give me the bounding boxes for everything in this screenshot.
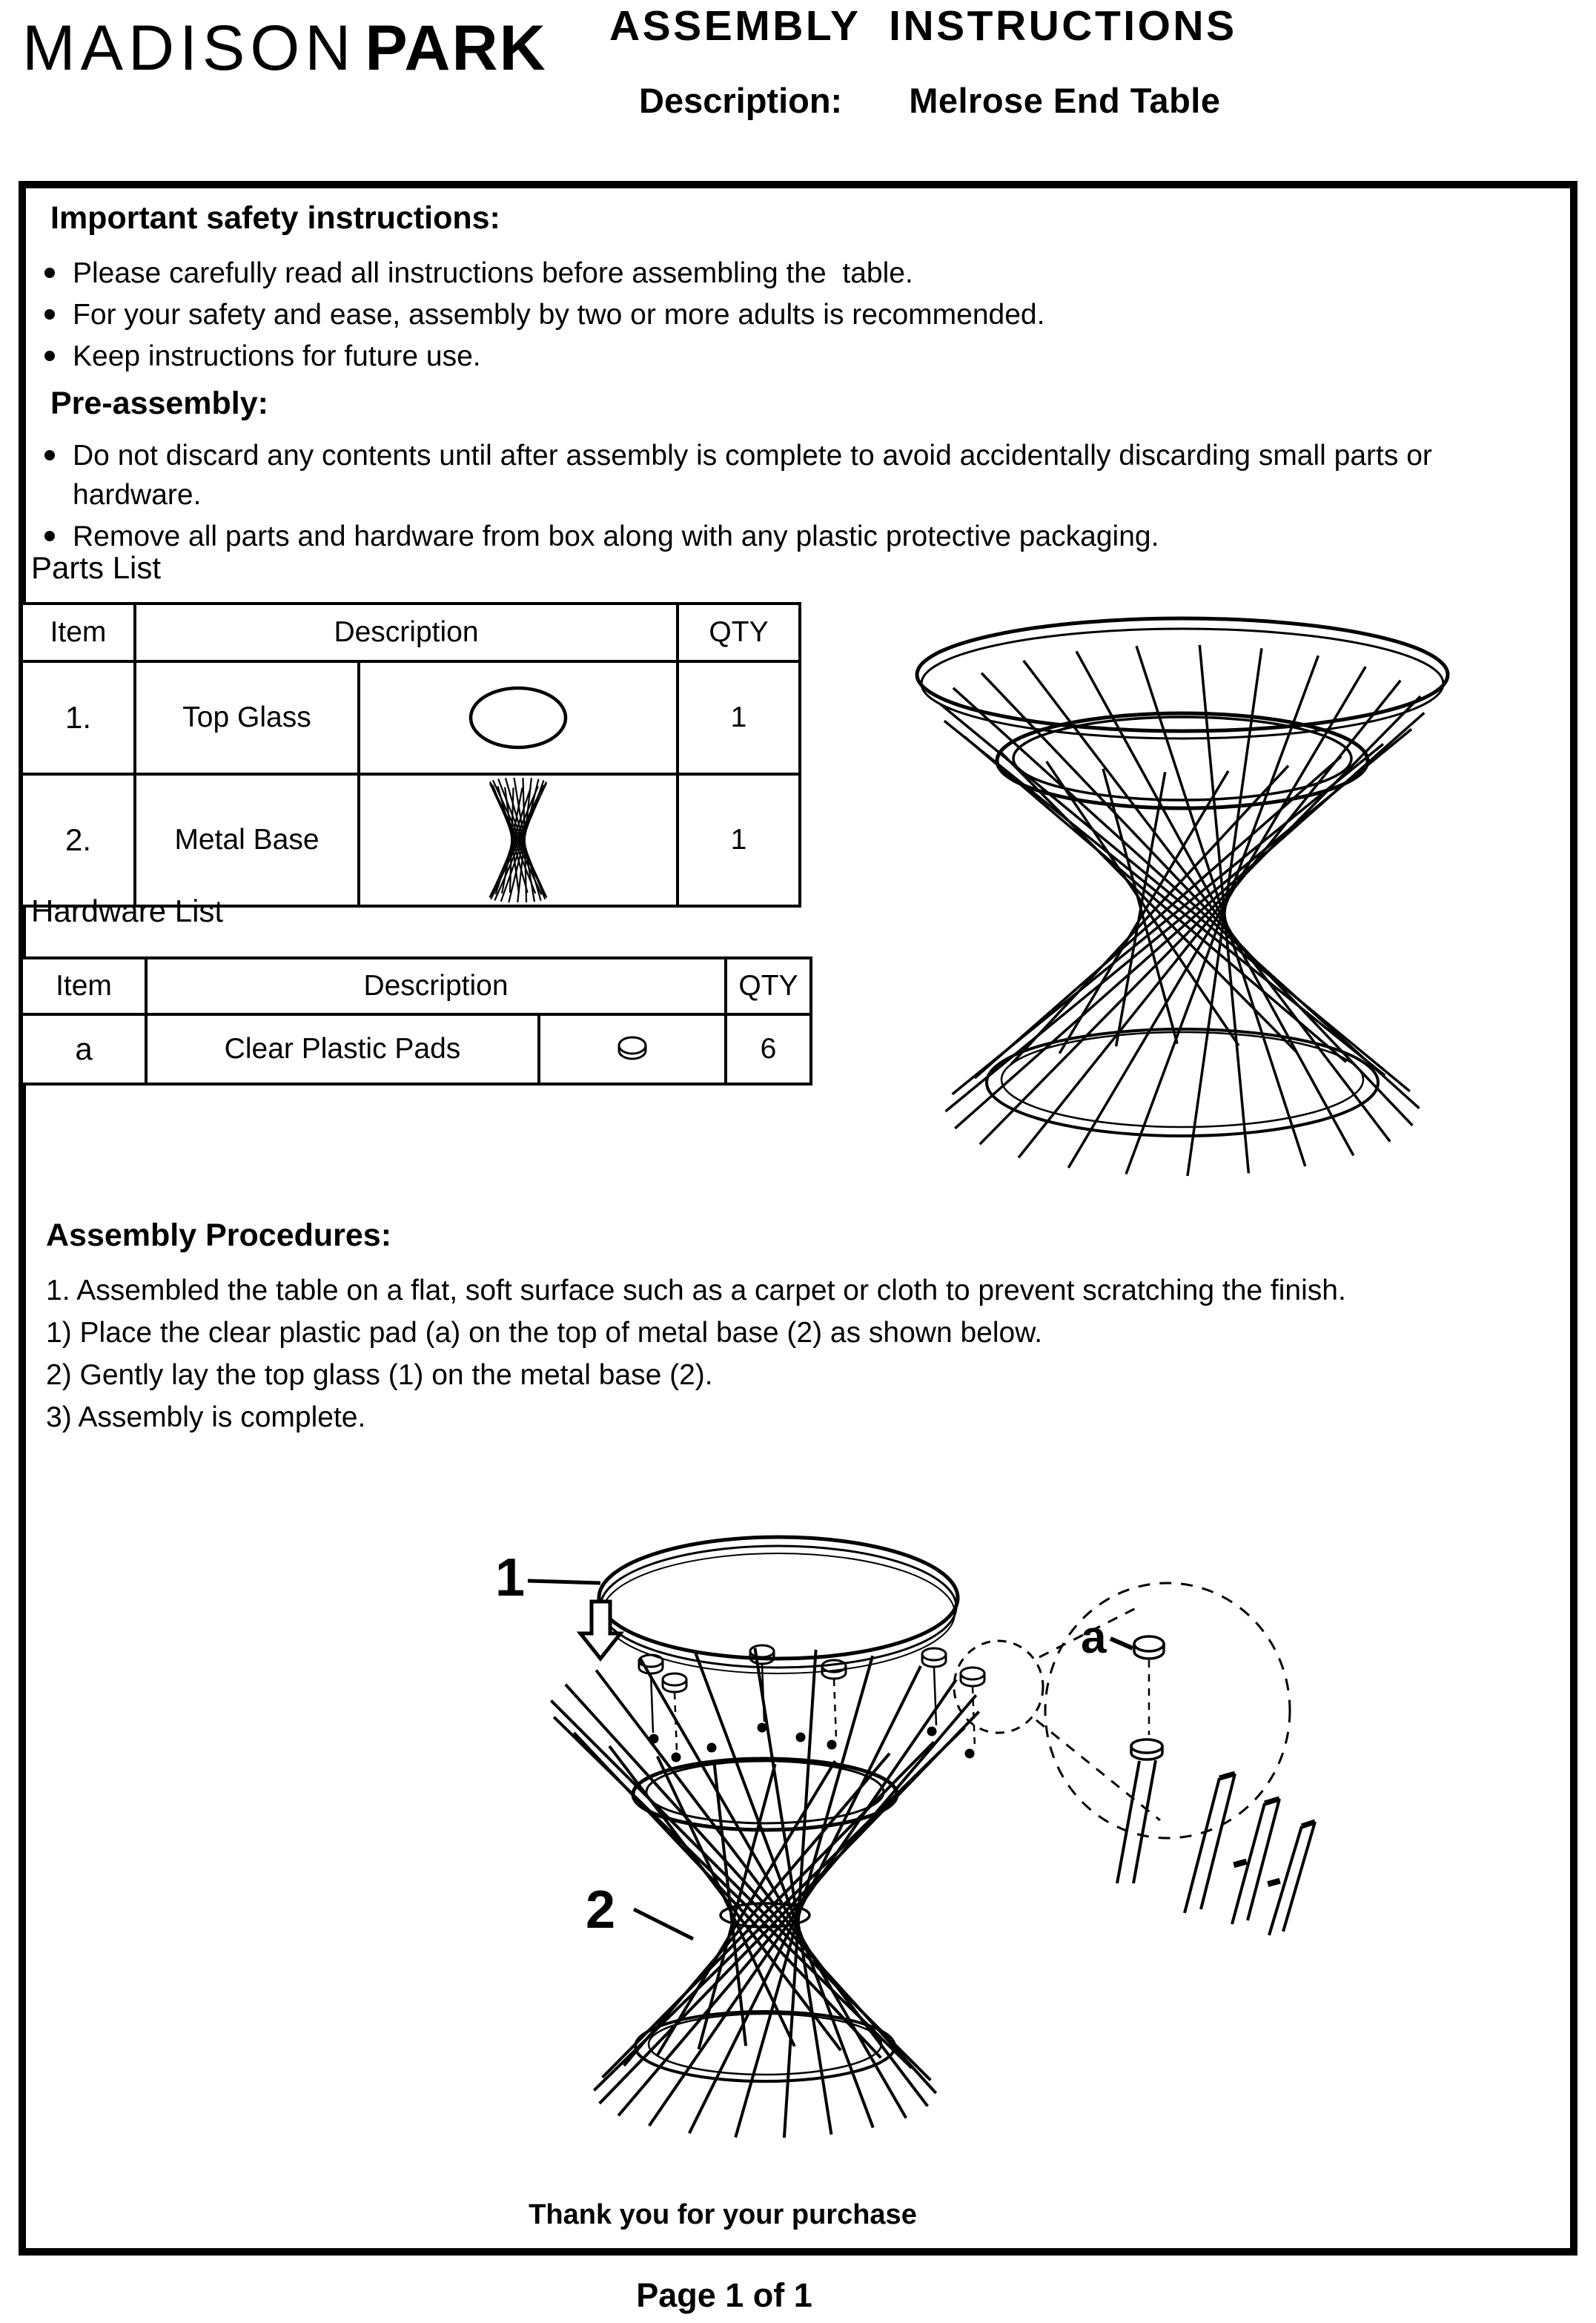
page-number: Page 1 of 1 (636, 2276, 812, 2314)
bullet-icon (44, 450, 55, 460)
preassembly-bullet-1: Do not discard any contents until after assembly is complete to avoid accidentally discarding small parts or hardware. (73, 440, 1440, 511)
procedure-step-1: 1. Assembled the table on a flat, soft surface such as a carpet or cloth to prevent scratching the finish. (46, 1275, 1346, 1306)
hardware-list-heading: Hardware List (31, 893, 224, 928)
description-label: Description: (639, 81, 843, 120)
list-item (44, 436, 1527, 515)
hardware-col-item: Item (21, 958, 146, 1014)
clear-plastic-pad-icon (540, 1033, 724, 1065)
product-illustration (893, 607, 1471, 1200)
hardware-item-desc: Clear Plastic Pads (146, 1014, 539, 1084)
logo-park: PARK (365, 13, 547, 84)
table-header-row (21, 958, 811, 1014)
list-item (44, 295, 1534, 334)
parts-col-qty: QTY (678, 604, 800, 661)
parts-list-heading: Parts List (31, 550, 162, 585)
list-item (44, 517, 1527, 556)
table-header-row (21, 604, 800, 661)
parts-col-item: Item (21, 604, 135, 661)
thank-you-text: Thank you for your purchase (529, 2199, 917, 2230)
assembly-diagram (415, 1509, 1542, 2213)
parts-item-qty: 1 (678, 774, 800, 906)
table-row (21, 774, 800, 906)
preassembly-bullet-list (44, 436, 1527, 558)
bullet-icon (44, 268, 55, 278)
procedure-steps (46, 1269, 1543, 1438)
parts-item-image-cell (359, 774, 678, 906)
safety-bullet-list (44, 254, 1534, 378)
safety-bullet-3: Keep instructions for future use. (73, 340, 481, 372)
diagram-label-top-glass: 1 (495, 1548, 526, 1607)
page-title: ASSEMBLY INSTRUCTIONS (609, 2, 1237, 50)
safety-heading: Important safety instructions: (50, 200, 500, 236)
list-item (44, 254, 1534, 293)
bullet-icon (44, 531, 55, 541)
hardware-col-description: Description (146, 958, 726, 1014)
procedure-step-4: 3) Assembly is complete. (46, 1401, 366, 1433)
diagram-label-metal-base: 2 (586, 1880, 616, 1940)
hardware-item-image-cell (539, 1014, 726, 1084)
bullet-icon (44, 309, 55, 320)
parts-table (20, 602, 801, 908)
bullet-icon (44, 351, 55, 361)
table-row (21, 1014, 811, 1084)
preassembly-bullet-2: Remove all parts and hardware from box along with any plastic protective packaging. (73, 521, 1159, 552)
parts-item-number: 2. (21, 774, 135, 906)
hardware-item-qty: 6 (726, 1014, 811, 1084)
safety-bullet-1: Please carefully read all instructions before assembling the table. (73, 257, 913, 289)
top-glass-icon (360, 682, 676, 753)
hardware-col-qty: QTY (726, 958, 811, 1014)
parts-item-qty: 1 (678, 661, 800, 774)
parts-item-number: 1. (21, 661, 135, 774)
parts-item-image-cell (359, 661, 678, 774)
description-row (639, 80, 1220, 121)
diagram-label-pad: a (1081, 1612, 1107, 1663)
parts-item-desc: Metal Base (135, 774, 359, 906)
logo-madison: MADISON (22, 13, 357, 84)
procedure-step-3: 2) Gently lay the top glass (1) on the metal base (2). (46, 1359, 713, 1391)
parts-item-desc: Top Glass (135, 661, 359, 774)
metal-base-icon (360, 778, 676, 902)
table-row (21, 661, 800, 774)
description-value: Melrose End Table (909, 81, 1221, 120)
procedure-step-2: 1) Place the clear plastic pad (a) on the top of metal base (2) as shown below. (46, 1317, 1043, 1349)
procedures-heading: Assembly Procedures: (46, 1217, 392, 1253)
parts-col-description: Description (135, 604, 678, 661)
madison-park-logo (22, 13, 547, 84)
preassembly-heading: Pre-assembly: (50, 386, 268, 421)
list-item (44, 337, 1534, 376)
hardware-table (20, 956, 812, 1086)
safety-bullet-2: For your safety and ease, assembly by two or more adults is recommended. (73, 299, 1045, 331)
hardware-item-letter: a (21, 1014, 146, 1084)
